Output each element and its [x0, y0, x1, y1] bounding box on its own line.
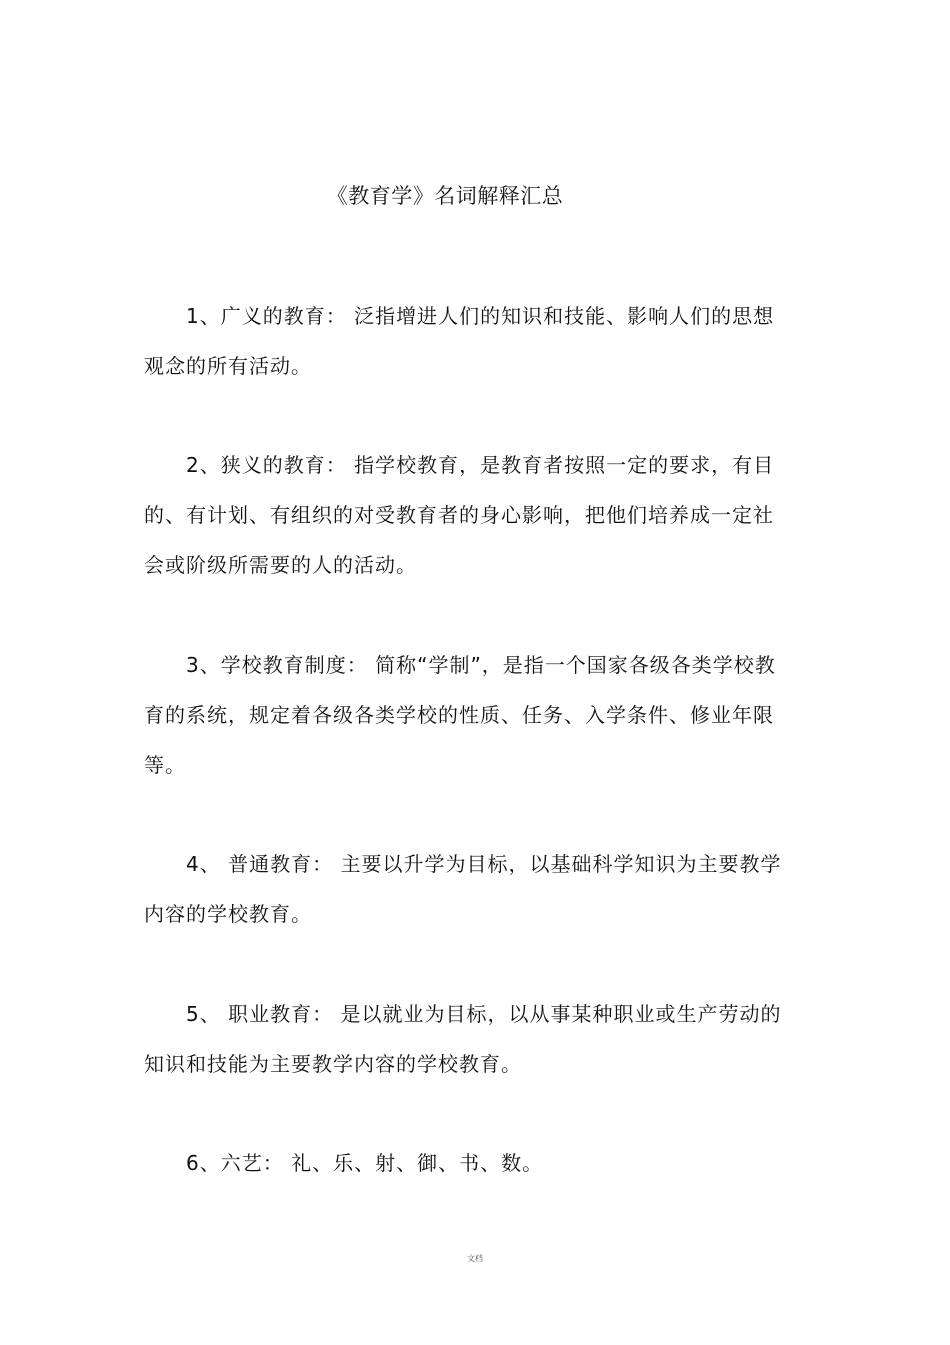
definition-paragraph: 1、广义的教育： 泛指增进人们的知识和技能、影响人们的思想观念的所有活动。 [144, 304, 775, 378]
page-footer-label: 文档 [467, 1254, 483, 1263]
definition-paragraph: 5、 职业教育： 是以就业为目标，以从事某种职业或生产劳动的知识和技能为主要教学内容的学校教育。 [144, 1002, 782, 1076]
definition-paragraph: 2、狭义的教育： 指学校教育，是教育者按照一定的要求，有目的、有计划、有组织的对受教育者的身心影响，把他们培养成一定社会或阶级所需要的人的活动。 [144, 453, 775, 577]
definition-paragraph: 6、六艺： 礼、乐、射、御、书、数。 [186, 1151, 544, 1175]
definition-paragraph: 4、 普通教育： 主要以升学为目标，以基础科学知识为主要教学内容的学校教育。 [144, 852, 782, 926]
page-title: 《教育学》名词解释汇总 [326, 184, 564, 208]
definition-paragraph: 3、学校教育制度： 简称“学制”，是指一个国家各级各类学校教育的系统，规定着各级各类学校的性质、任务、入学条件、修业年限等。 [144, 653, 776, 777]
